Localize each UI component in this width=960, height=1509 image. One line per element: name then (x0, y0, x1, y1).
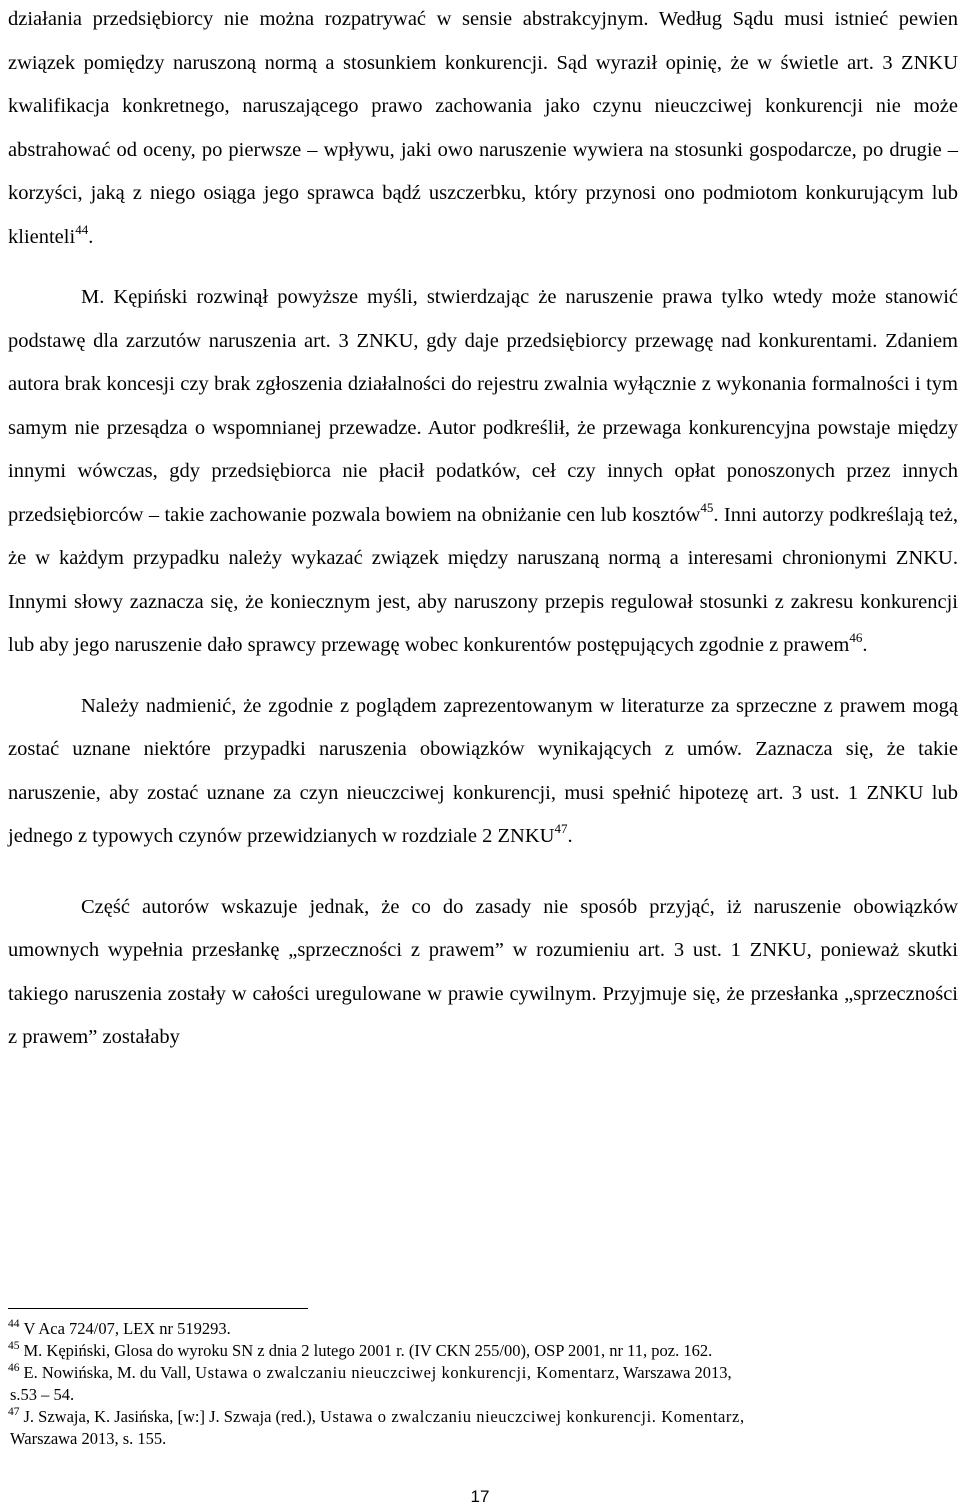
footnote-44: $^{44}$ V Aca 724/07, LEX nr 519293. (8, 1318, 231, 1338)
footnote-number: 46 (8, 1362, 20, 1374)
document-body (8, 0, 958, 1060)
footnote-ref-45[interactable]: 45 (700, 499, 714, 515)
footnote-ref-44[interactable]: 44 (75, 221, 89, 237)
paragraph-3: Należy nadmienić, że zgodnie z poglądem zaprezentowanym w literaturze za sprzeczne z prawem mogą zostać uznane niektóre przypadki naruszenia obowiązków wynikających z umów. Zaznacza się, że takie naruszenie, aby zostać uznane za czyn nieuczciwej konkurencji, musi spełnić hipotezę art. 3 ust. 1 ZNKU lub jednego z typowych czynów przewidzianych w rozdziale 2 ZNKU$^{47}$. (8, 694, 958, 847)
paragraph-2: M. Kępiński rozwinął powyższe myśli, stwierdzając że naruszenie prawa tylko wtedy może stanowić podstawę dla zarzutów naruszenia art. 3 ZNKU, gdy daje przedsiębiorcy przewagę nad konkurentami. Zdaniem autora brak koncesji czy brak zgłoszenia działalności do rejestru zwalnia wyłącznie z wykonania formalności i tym samym nie przesądza o wspomnianej przewadze. Autor podkreślił, że przewaga konkurencyjna powstaje między innymi wówczas, gdy przedsiębiorca nie płacił podatków, ceł czy innych opłat ponoszonych przez innych przedsiębiorców – takie zachowanie pozwala bowiem na obniżanie cen lub kosztów$^{45}$. Inni autorzy podkreślają też, że w każdym przypadku należy wykazać związek między naruszaną normą a interesami chronionymi ZNKU. Innymi słowy zaznacza się, że koniecznym jest, aby naruszony przepis regulował stosunki z zakresu konkurencji lub aby jego naruszenie dało sprawcy przewagę wobec konkurentów postępujących zgodnie z prawem$^{46}$. (8, 286, 958, 656)
footnote-separator (8, 1308, 308, 1309)
paragraph-text: Część autorów wskazuje jednak, że co do zasady nie sposób przyjąć, iż naruszenie obowiązków umownych wypełnia przesłankę „sprzeczności z prawem” w rozumieniu art. 3 ust. 1 ZNKU, ponieważ skutki takiego naruszenia zostały w całości uregulowane w prawie cywilnym. Przyjmuje się, że przesłanka „sprzeczności z prawem” zostałaby (8, 895, 958, 1048)
book-title: Ustawa o zwalczaniu nieuczciwej konkurencji, Komentarz (195, 1363, 616, 1382)
footnote-number: 44 (8, 1318, 20, 1330)
footnote-number: 47 (8, 1406, 20, 1418)
paragraph-text: działania przedsiębiorcy nie można rozpatrywać w sensie abstrakcyjnym. Według Sądu musi istnieć pewien związek pomiędzy naruszoną normą a stosunkiem konkurencji. Sąd wyraził opinię, że w świetle art. 3 ZNKU kwalifikacja konkretnego, naruszającego prawo zachowania jako czynu nieuczciwej konkurencji nie może abstrahować od oceny, po pierwsze – wpływu, jaki owo naruszenie wywiera na stosunki gospodarcze, po drugie – korzyści, jaką z niego osiąga jego sprawca bądź uszczerbku, który przynosi ono podmiotom konkurującym lub klienteli (8, 8, 958, 248)
footnote-47: $^{47}$ J. Szwaja, K. Jasińska, [w:] J. Szwaja (red.), Ustawa o zwalczaniu nieuczciwej konkurencji. Komentarz, Warszawa 2013, s. 155. (8, 1406, 745, 1448)
page-number: 17 (470, 1487, 490, 1506)
paragraph-4 (8, 886, 958, 1060)
paragraph-text: M. Kępiński rozwinął powyższe myśli, stwierdzając że naruszenie prawa tylko wtedy może stanowić podstawę dla zarzutów naruszenia art. 3 ZNKU, gdy daje przedsiębiorcy przewagę nad konkurentami. Zdaniem autora brak koncesji czy brak zgłoszenia działalności do rejestru zwalnia wyłącznie z wykonania formalności i tym samym nie przesądza o wspomnianej przewadze. Autor podkreślił, że przewaga konkurencyjna powstaje między innymi wówczas, gdy przedsiębiorca nie płacił podatków, ceł czy innych opłat ponoszonych przez innych przedsiębiorców – takie zachowanie pozwala bowiem na obniżanie cen lub kosztów (8, 286, 958, 526)
footnote-ref-46[interactable]: 46 (849, 630, 863, 645)
paragraph-text: Należy nadmienić, że zgodnie z poglądem zaprezentowanym w literaturze za sprzeczne z prawem mogą zostać uznane niektóre przypadki naruszenia obowiązków wynikających z umów. Zaznacza się, że takie naruszenie, aby zostać uznane za czyn nieuczciwej konkurencji, musi spełnić hipotezę art. 3 ust. 1 ZNKU lub jednego z typowych czynów przewidzianych w rozdziale 2 ZNKU (8, 694, 958, 847)
footnotes (8, 1318, 958, 1450)
paragraph-1: działania przedsiębiorcy nie można rozpatrywać w sensie abstrakcyjnym. Według Sądu musi istnieć pewien związek pomiędzy naruszoną normą a stosunkiem konkurencji. Sąd wyraził opinię, że w świetle art. 3 ZNKU kwalifikacja konkretnego, naruszającego prawo zachowania jako czynu nieuczciwej konkurencji nie może abstrahować od oceny, po pierwsze – wpływu, jaki owo naruszenie wywiera na stosunki gospodarcze, po drugie – korzyści, jaką z niego osiąga jego sprawca bądź uszczerbku, który przynosi ono podmiotom konkurującym lub klienteli$^{44}$. (8, 8, 958, 248)
footnote-46: $^{46}$ E. Nowińska, M. du Vall, Ustawa o zwalczaniu nieuczciwej konkurencji, Komentarz, Warszawa 2013, s.53 – 54. (8, 1362, 732, 1404)
footnote-number: 45 (8, 1340, 20, 1352)
footnote-45: $^{45}$ M. Kępiński, Glosa do wyroku SN z dnia 2 lutego 2001 r. (IV CKN 255/00), OSP 2001, nr 11, poz. 162. (8, 1340, 713, 1360)
footnote-ref-47[interactable]: 47 (554, 821, 568, 836)
book-title: Ustawa o zwalczaniu nieuczciwej konkurencji. Komentarz (319, 1407, 740, 1426)
